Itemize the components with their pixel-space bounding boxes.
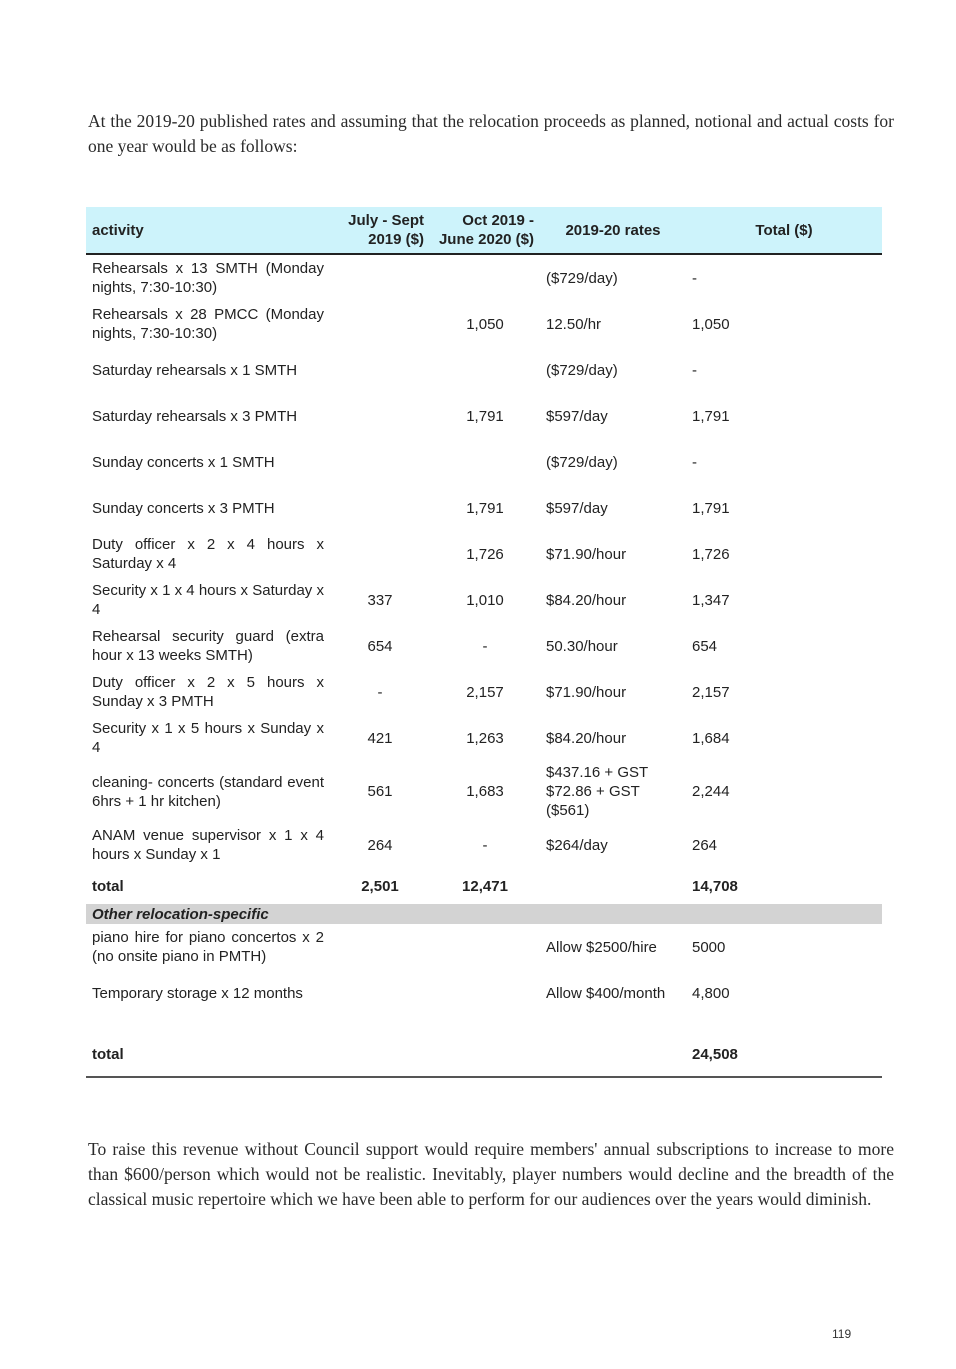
activity-cell: ANAM venue supervisor x 1 x 4 hours x Sunday x 1: [92, 827, 324, 863]
oct-june-cell: [430, 439, 540, 485]
oct-june-cell: 1,010: [466, 591, 504, 609]
table-row: [86, 254, 882, 301]
subtotal-oct-june: 12,471: [462, 877, 508, 895]
total-cell: 1,684: [692, 729, 730, 747]
july-sept-cell: [330, 347, 430, 393]
rate-cell: $84.20/hour: [546, 591, 627, 609]
table-row: [86, 485, 882, 531]
july-sept-cell: [330, 531, 430, 577]
section-row: [86, 904, 882, 924]
section-label: Other relocation-specific: [86, 904, 882, 924]
subtotal-row: [86, 868, 882, 904]
oct-june-cell: [430, 254, 540, 301]
oct-june-cell: 1,726: [466, 545, 504, 563]
table-row: [86, 822, 882, 868]
total-cell: 1,791: [692, 407, 730, 425]
july-sept-cell: [330, 485, 430, 531]
rate-cell: ($729/day): [546, 453, 618, 471]
oct-june-cell: 1,683: [466, 783, 504, 800]
activity-cell: Security x 1 x 4 hours x Saturday x 4: [92, 582, 324, 618]
subtotal-july-sept: 2,501: [361, 877, 399, 895]
oct-june-cell: 1,791: [466, 407, 504, 425]
total-cell: 2,244: [692, 783, 730, 800]
table-row: [86, 970, 882, 1016]
oct-june-cell: 1,050: [466, 315, 504, 333]
july-sept-cell: -: [377, 683, 383, 701]
rate-cell: Allow $400/month: [546, 984, 666, 1002]
table-row: [86, 623, 882, 669]
oct-june-cell: 2,157: [466, 683, 504, 701]
table-row: [86, 761, 882, 822]
rate-line: $72.86 + GST: [546, 783, 640, 800]
table-row: [86, 577, 882, 623]
header-oct-june: Oct 2019 - June 2020 ($): [430, 207, 540, 254]
rate-cell: [540, 761, 686, 822]
activity-cell: Sunday concerts x 1 SMTH: [92, 453, 275, 471]
july-sept-cell: 654: [367, 637, 393, 655]
table-row: [86, 301, 882, 347]
rate-cell: ($729/day): [546, 269, 618, 287]
activity-cell: Duty officer x 2 x 5 hours x Sunday x 3 PMTH: [92, 674, 324, 710]
total-cell: 1,050: [692, 315, 730, 333]
page-number: 119: [832, 1327, 852, 1341]
rate-cell: $597/day: [546, 499, 608, 517]
empty-cell: [430, 970, 540, 1016]
oct-june-cell: -: [482, 637, 488, 655]
july-sept-cell: [330, 301, 430, 347]
rate-line: ($561): [546, 802, 590, 819]
activity-cell: Rehearsal security guard (extra hour x 13 weeks SMTH): [92, 628, 324, 664]
header-rates: 2019-20 rates: [540, 207, 686, 254]
empty-cell: [330, 1016, 430, 1077]
july-sept-cell: [330, 254, 430, 301]
subtotal-rate-empty: [540, 868, 686, 904]
total-cell: 1,347: [692, 591, 730, 609]
rate-cell: 12.50/hr: [546, 315, 602, 333]
activity-cell: Saturday rehearsals x 1 SMTH: [92, 361, 298, 379]
activity-cell: piano hire for piano concertos x 2 (no onsite piano in PMTH): [92, 929, 324, 965]
rate-cell: $84.20/hour: [546, 729, 627, 747]
july-sept-cell: 337: [367, 591, 393, 609]
outro-paragraph: To raise this revenue without Council support would require members' annual subscriptions to increase to more than $600/person which would not be realistic. Inevitably, player numbers would decline and the breadth of the classical music repertoire which we have been able to perform for our audiences over the years would diminish.: [88, 1139, 894, 1209]
rate-cell: $71.90/hour: [546, 683, 627, 701]
total-cell: 5000: [692, 938, 726, 956]
intro-paragraph: At the 2019-20 published rates and assuming that the relocation proceeds as planned, notional and actual costs for one year would be as follows:: [88, 111, 894, 156]
table-row: [86, 439, 882, 485]
empty-cell: [430, 924, 540, 970]
july-sept-cell: 561: [367, 783, 393, 800]
total-cell: 2,157: [692, 683, 730, 701]
oct-june-cell: 1,263: [466, 729, 504, 747]
rate-cell: ($729/day): [546, 361, 618, 379]
total-cell: -: [692, 361, 697, 379]
costs-table: [86, 207, 882, 1078]
july-sept-cell: [330, 393, 430, 439]
total-cell: -: [692, 269, 697, 287]
rate-line: $437.16 + GST: [546, 764, 649, 781]
oct-june-cell: -: [482, 836, 488, 854]
july-sept-cell: 421: [367, 729, 393, 747]
table-row: [86, 715, 882, 761]
subtotal-label: total: [92, 877, 124, 895]
empty-cell: [330, 924, 430, 970]
total-cell: 654: [692, 637, 718, 655]
oct-june-cell: 1,791: [466, 499, 504, 517]
empty-cell: [330, 970, 430, 1016]
oct-june-cell: [430, 347, 540, 393]
activity-cell: Sunday concerts x 3 PMTH: [92, 499, 275, 517]
july-sept-cell: 264: [367, 836, 393, 854]
table-row: [86, 347, 882, 393]
activity-cell: Rehearsals x 13 SMTH (Monday nights, 7:30-10:30): [92, 260, 324, 296]
activity-cell: Security x 1 x 5 hours x Sunday x 4: [92, 720, 324, 756]
header-activity: activity: [86, 207, 330, 254]
grand-total-value: 24,508: [686, 1016, 882, 1077]
rate-cell: $264/day: [546, 836, 608, 854]
table-row: [86, 669, 882, 715]
header-july-sept: July - Sept 2019 ($): [330, 207, 430, 254]
activity-cell: Rehearsals x 28 PMCC (Monday nights, 7:30-10:30): [92, 306, 324, 342]
subtotal-total: 14,708: [692, 877, 738, 895]
total-cell: 1,791: [692, 499, 730, 517]
activity-cell: Duty officer x 2 x 4 hours x Saturday x 4: [92, 536, 324, 572]
total-cell: -: [692, 453, 697, 471]
total-cell: 4,800: [692, 984, 730, 1002]
table-row: [86, 924, 882, 970]
table-header-row: [86, 207, 882, 254]
empty-cell: [540, 1016, 686, 1077]
activity-cell: Saturday rehearsals x 3 PMTH: [92, 407, 298, 425]
grand-total-label: total: [86, 1016, 330, 1077]
total-cell: 264: [692, 836, 718, 854]
header-total: Total ($): [686, 207, 882, 254]
july-sept-cell: [330, 439, 430, 485]
total-cell: 1,726: [692, 545, 730, 563]
rate-cell: Allow $2500/hire: [546, 938, 657, 956]
grand-total-row: [86, 1016, 882, 1077]
rate-cell: $71.90/hour: [546, 545, 627, 563]
activity-cell: cleaning- concerts (standard event 6hrs + 1 hr kitchen): [92, 773, 324, 810]
rate-cell: $597/day: [546, 407, 608, 425]
empty-cell: [430, 1016, 540, 1077]
activity-cell: Temporary storage x 12 months: [92, 984, 303, 1002]
table-row: [86, 393, 882, 439]
rate-cell: 50.30/hour: [546, 637, 618, 655]
table-row: [86, 531, 882, 577]
